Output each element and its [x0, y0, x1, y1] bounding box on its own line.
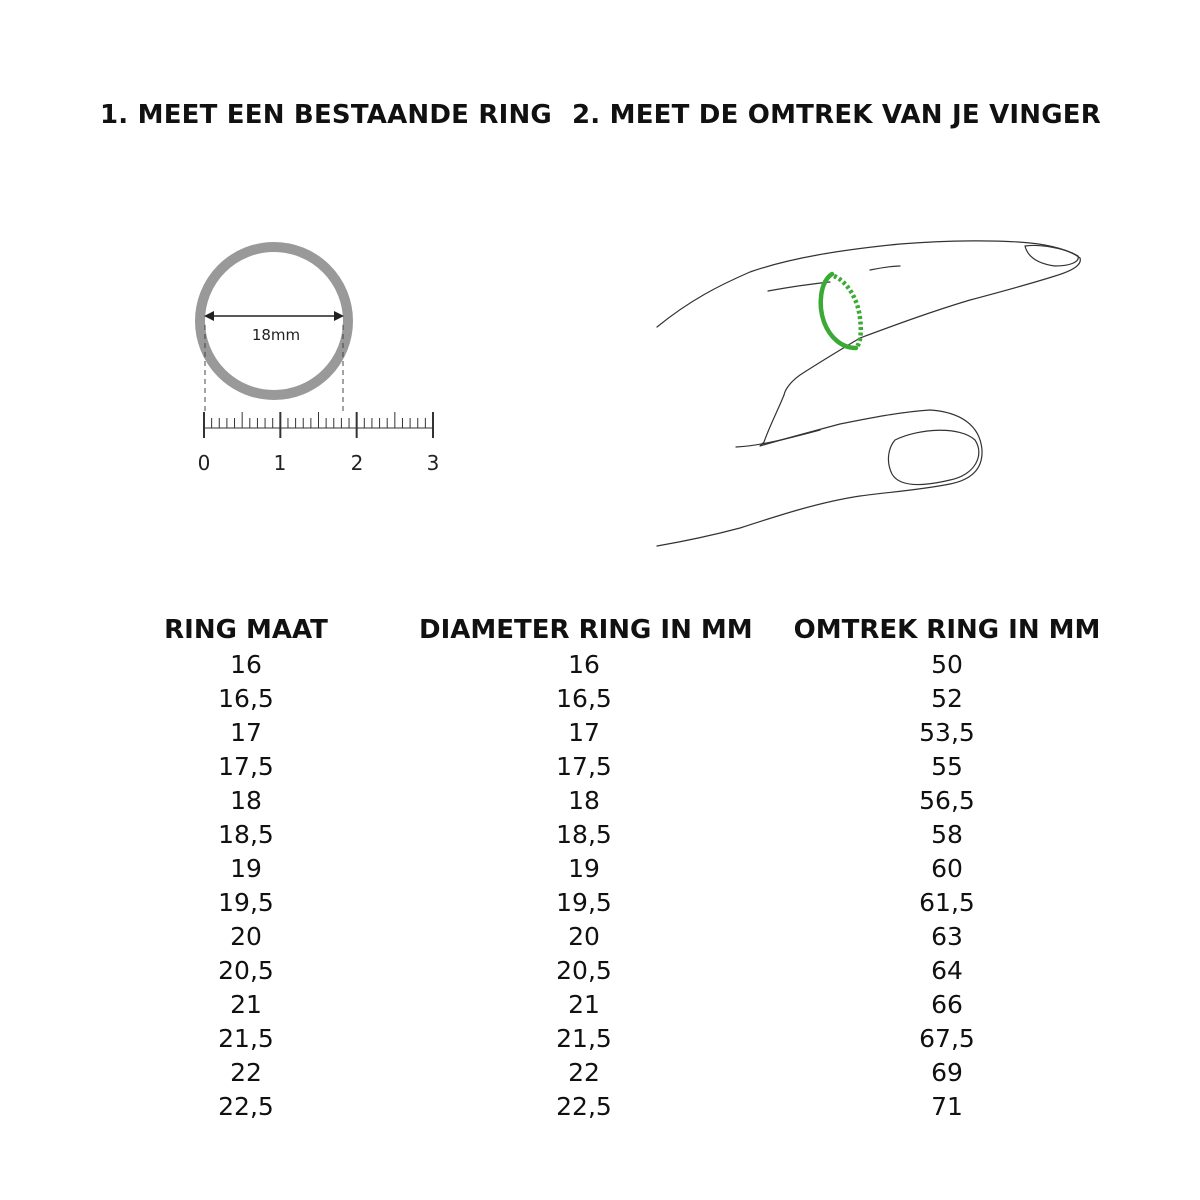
ring-size-cell: 19 — [230, 854, 262, 883]
measure-band-back — [834, 276, 861, 348]
ruler — [204, 412, 433, 438]
circumference-cell: 69 — [931, 1058, 963, 1087]
diameter-cell: 21 — [568, 990, 600, 1019]
finger-crease — [870, 266, 900, 270]
heading-measure-finger: 2. MEET DE OMTREK VAN JE VINGER — [572, 100, 1101, 130]
column-ring-size — [146, 612, 346, 1124]
hand-upper-outline — [657, 241, 1080, 338]
ruler-label-0: 0 — [197, 451, 211, 475]
ring-diagram — [198, 247, 440, 475]
circumference-cell: 55 — [931, 752, 963, 781]
circumference-cell: 52 — [931, 684, 963, 713]
diameter-cell: 21,5 — [556, 1024, 612, 1053]
header-diameter: DIAMETER RING IN MM — [419, 615, 753, 645]
diameter-cell: 20,5 — [556, 956, 612, 985]
finger-measure-band — [821, 274, 861, 348]
ruler-label-2: 2 — [350, 451, 364, 475]
diameter-cell: 22,5 — [556, 1092, 612, 1121]
ruler-label-3: 3 — [426, 451, 440, 475]
thumbnail — [888, 430, 978, 484]
ring-size-cell: 18,5 — [218, 820, 274, 849]
header-ring-size: RING MAAT — [164, 615, 328, 645]
circumference-cell: 61,5 — [919, 888, 975, 917]
diameter-cell: 22 — [568, 1058, 600, 1087]
ring-size-cell: 19,5 — [218, 888, 274, 917]
ring-size-cell: 21 — [230, 990, 262, 1019]
ring-size-cell: 22,5 — [218, 1092, 274, 1121]
circumference-cell: 56,5 — [919, 786, 975, 815]
column-diameter — [419, 612, 753, 1124]
circumference-cell: 66 — [931, 990, 963, 1019]
ring-size-cell: 16 — [230, 650, 262, 679]
circumference-cell: 63 — [931, 922, 963, 951]
circumference-cell: 64 — [931, 956, 963, 985]
ring-size-cell: 22 — [230, 1058, 262, 1087]
header-circumference: OMTREK RING IN MM — [793, 615, 1101, 645]
ring-size-cell: 18 — [230, 786, 262, 815]
circumference-cell: 67,5 — [919, 1024, 975, 1053]
circumference-cell: 60 — [931, 854, 963, 883]
ring-size-cell: 17 — [230, 718, 262, 747]
fingernail — [1025, 245, 1078, 266]
hand-illustration — [657, 241, 1080, 546]
diameter-cell: 16 — [568, 650, 600, 679]
ring-circle — [200, 247, 348, 395]
circumference-cell: 71 — [931, 1092, 963, 1121]
ring-size-cell: 20,5 — [218, 956, 274, 985]
diameter-cell: 18 — [568, 786, 600, 815]
diameter-cell: 20 — [568, 922, 600, 951]
heading-measure-ring: 1. MEET EEN BESTAANDE RING — [100, 100, 552, 130]
diameter-label: 18mm — [251, 326, 301, 344]
diameter-cell: 17,5 — [556, 752, 612, 781]
diameter-cell: 18,5 — [556, 820, 612, 849]
diameter-cell: 17 — [568, 718, 600, 747]
ring-size-cell: 21,5 — [218, 1024, 274, 1053]
diameter-cell: 16,5 — [556, 684, 612, 713]
ring-size-cell: 20 — [230, 922, 262, 951]
ring-size-cell: 16,5 — [218, 684, 274, 713]
measure-band-front — [821, 274, 856, 348]
diameter-cell: 19,5 — [556, 888, 612, 917]
column-circumference — [792, 612, 1102, 1124]
circumference-cell: 53,5 — [919, 718, 975, 747]
ring-size-cell: 17,5 — [218, 752, 274, 781]
circumference-cell: 50 — [931, 650, 963, 679]
circumference-cell: 58 — [931, 820, 963, 849]
diameter-cell: 19 — [568, 854, 600, 883]
ruler-label-1: 1 — [273, 451, 287, 475]
